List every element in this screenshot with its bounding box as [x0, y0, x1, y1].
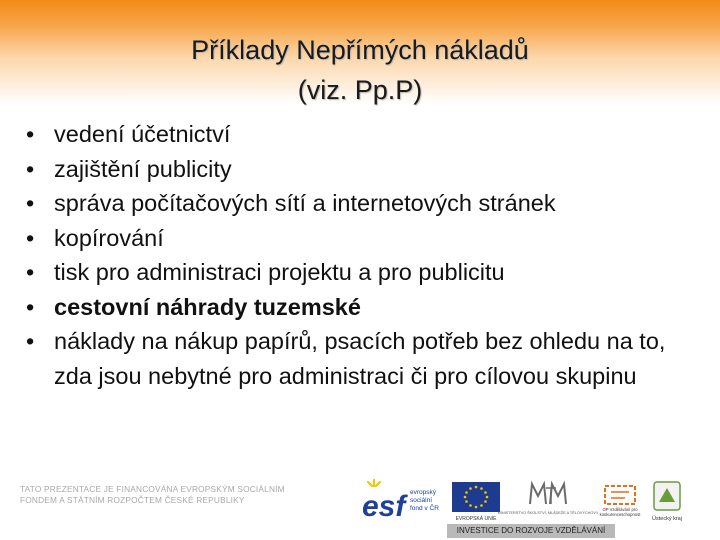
- esf-caption: sociální: [410, 497, 433, 504]
- bullet-text: tisk pro administraci projektu a pro publicitu: [54, 259, 505, 285]
- op-vk-logo-graphic: [595, 480, 645, 522]
- op-vk-caption: OP Vzdělávání pro konkurenceschopnost: [599, 507, 641, 517]
- bullet-text: náklady na nákup papírů, psacích potřeb bez ohledu na to, zda jsou nebytné pro administraci či pro cílovou skupinu: [54, 328, 666, 389]
- slide-title-line-2: (viz. Pp.P): [297, 75, 423, 105]
- bullet-item: [26, 324, 706, 393]
- bullet-text: zajištění publicity: [54, 155, 232, 182]
- usti-region-logo-graphic: [648, 478, 688, 524]
- usti-region-caption: Ústecký kraj: [652, 516, 682, 522]
- slide-title: [0, 30, 720, 110]
- eu-caption: EVROPSKÁ UNIE: [455, 516, 497, 522]
- bullet-dot: •: [26, 328, 35, 354]
- op-vk-logo: [595, 480, 645, 522]
- msmt-caption: MINISTERSTVO ŠKOLSTVÍ, MLÁDEŽE A TĚLOVÝCHOVY: [497, 511, 599, 515]
- bullet-list: [26, 117, 706, 393]
- bullet-dot: •: [26, 190, 35, 216]
- bullet-item: [26, 152, 706, 187]
- bullet-item-bold: [26, 290, 706, 325]
- bullet-text: vedení účetnictví: [54, 121, 231, 147]
- slide-title-line-1: Příklady Nepřímých nákladů: [191, 35, 529, 65]
- bullet-text: cestovní náhrady tuzemské: [54, 293, 361, 320]
- bullet-dot: •: [26, 155, 35, 182]
- esf-caption: fond v ČR: [410, 505, 439, 512]
- bullet-dot: •: [26, 121, 35, 147]
- esf-logo-graphic: [362, 478, 444, 522]
- eu-flag-graphic: [450, 480, 502, 522]
- bullet-item: [26, 221, 706, 256]
- investment-banner: INVESTICE DO ROZVOJE VZDĚLÁVÁNÍ: [447, 524, 615, 538]
- bullet-item: [26, 255, 706, 290]
- msmt-logo-graphic: [497, 478, 599, 522]
- esf-logo: [362, 478, 444, 522]
- bullet-item: [26, 186, 706, 221]
- bullet-text: správa počítačových sítí a internetových stránek: [54, 190, 556, 216]
- eu-flag-logo: [450, 480, 502, 522]
- msmt-logo: [497, 478, 599, 522]
- usti-region-logo: [648, 478, 688, 524]
- bullet-text: kopírování: [54, 224, 164, 251]
- bullet-dot: •: [26, 224, 35, 251]
- bullet-dot: •: [26, 293, 35, 320]
- bullet-item: [26, 117, 706, 152]
- esf-wordmark: esf: [362, 490, 406, 523]
- bullet-dot: •: [26, 259, 35, 285]
- funding-notice-line-1: TATO PREZENTACE JE FINANCOVÁNA EVROPSKÝM SOCIÁLNÍM: [20, 484, 285, 494]
- funding-notice: [20, 484, 285, 506]
- esf-caption: evropský: [410, 489, 437, 496]
- funding-notice-line-2: FONDEM A STÁTNÍM ROZPOČTEM ČESKÉ REPUBLIKY: [20, 495, 245, 505]
